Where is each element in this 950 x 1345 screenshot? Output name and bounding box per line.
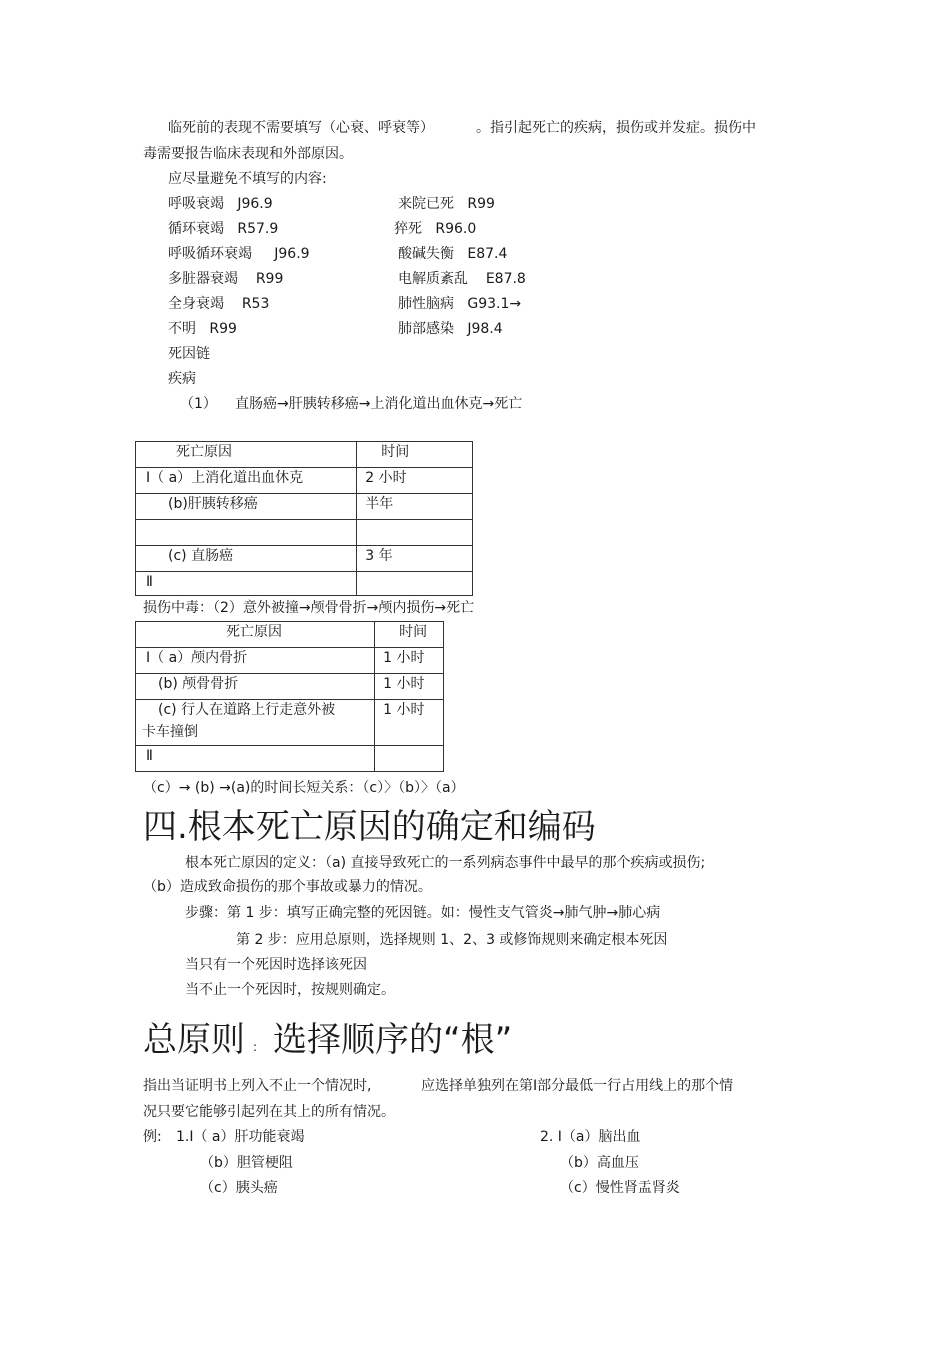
table-cell-line: (c) 行人在道路上行走意外被 bbox=[158, 702, 336, 718]
definition-line-1: 根本死亡原因的定义：（a) 直接导致死亡的一系列病态事件中最早的那个疾病或损伤; bbox=[185, 855, 706, 871]
general-line-1a: 指出当证明书上列入不止一个情况时, bbox=[143, 1078, 372, 1094]
death-cause-table-1 bbox=[135, 441, 473, 596]
avoid-item: 多脏器衰竭 R99 bbox=[168, 271, 284, 287]
rule-multiple-causes: 当不止一个死因时，按规则确定。 bbox=[185, 982, 395, 998]
chain-heading: 死因链 bbox=[168, 346, 210, 362]
example-1-item: （c）胰头癌 bbox=[200, 1180, 278, 1196]
avoid-item: 酸碱失衡 E87.4 bbox=[398, 246, 508, 262]
table-cell bbox=[375, 746, 444, 772]
table-row bbox=[136, 746, 444, 772]
death-cause-table-2 bbox=[135, 621, 444, 772]
avoid-item: 猝死 R96.0 bbox=[394, 221, 477, 237]
avoid-item: 呼吸衰竭 J96.9 bbox=[168, 196, 273, 212]
step-2: 第 2 步：应用总原则，选择规则 1、2、3 或修饰规则来确定根本死因 bbox=[236, 932, 668, 948]
table-cell: Ⅰ（ a）颅内骨折 bbox=[136, 648, 375, 674]
table-cell bbox=[136, 700, 375, 746]
table-cell-line: 卡车撞倒 bbox=[142, 724, 198, 740]
intro-line-1a: 临死前的表现不需要填写（心衰、呼衰等） bbox=[168, 120, 434, 136]
table-header-cell: 时间 bbox=[375, 622, 444, 648]
chain-sub-heading: 疾病 bbox=[168, 371, 196, 387]
avoid-heading: 应尽量避免不填写的内容: bbox=[168, 171, 327, 187]
table-cell bbox=[357, 572, 473, 596]
avoid-item: 肺部感染 J98.4 bbox=[398, 321, 503, 337]
table-row bbox=[136, 700, 444, 746]
table-row bbox=[136, 520, 473, 546]
table-cell: Ⅰ（ a）上消化道出血休克 bbox=[136, 468, 357, 494]
intro-line-2: 毒需要报告临床表现和外部原因。 bbox=[143, 146, 353, 162]
table-cell: Ⅱ bbox=[136, 572, 357, 596]
example-1-item: 1.Ⅰ（ a）肝功能衰竭 bbox=[176, 1129, 305, 1145]
table-row bbox=[136, 468, 473, 494]
table-cell: 1 小时 bbox=[375, 674, 444, 700]
table-cell: 半年 bbox=[357, 494, 473, 520]
table-header-cell: 死亡原因 bbox=[136, 622, 375, 648]
avoid-item: 肺性脑病 G93.1→ bbox=[398, 296, 522, 312]
definition-line-2: （b）造成致命损伤的那个事故或暴力的情况。 bbox=[143, 879, 432, 895]
table-cell: (b) 颅骨骨折 bbox=[136, 674, 375, 700]
time-relation: （c）→ (b) →(a)的时间长短关系：（c）〉（b）〉（a） bbox=[143, 780, 465, 796]
general-title-a: 总原则 bbox=[143, 1020, 245, 1060]
avoid-item: 全身衰竭 R53 bbox=[168, 296, 270, 312]
general-line-1b: 应选择单独列在第Ⅰ部分最低一行占用线上的那个情 bbox=[421, 1078, 734, 1094]
table-row bbox=[136, 674, 444, 700]
avoid-item: 电解质紊乱 E87.8 bbox=[398, 271, 526, 287]
intro-line-1b: 。指引起死亡的疾病，损伤或并发症。损伤中 bbox=[476, 120, 756, 136]
avoid-item: 呼吸循环衰竭 J96.9 bbox=[168, 246, 310, 262]
avoid-item: 来院已死 R99 bbox=[398, 196, 495, 212]
avoid-item: 不明 R99 bbox=[168, 321, 237, 337]
example-chain: 直肠癌→肝胰转移癌→上消化道出血休克→死亡 bbox=[235, 396, 523, 412]
example-2-item: （c）慢性肾盂肾炎 bbox=[560, 1180, 680, 1196]
table-cell: (c) 直肠癌 bbox=[136, 546, 357, 572]
table-header-row bbox=[136, 622, 444, 648]
avoid-item: 循环衰竭 R57.9 bbox=[168, 221, 279, 237]
general-line-2: 况只要它能够引起列在其上的所有情况。 bbox=[143, 1104, 395, 1120]
general-title bbox=[143, 1020, 512, 1067]
table-cell bbox=[136, 520, 357, 546]
general-title-b: 选择顺序的“根” bbox=[273, 1020, 513, 1060]
table-header-cell: 时间 bbox=[357, 442, 473, 468]
table-cell: Ⅱ bbox=[136, 746, 375, 772]
table-row bbox=[136, 494, 473, 520]
table-cell: 1 小时 bbox=[375, 700, 444, 746]
table-cell: 2 小时 bbox=[357, 468, 473, 494]
step-1: 步骤：第 1 步：填写正确完整的死因链。如：慢性支气管炎→肺气肿→肺心病 bbox=[185, 905, 661, 921]
injury-line: 损伤中毒：（2）意外被撞→颅骨骨折→颅内损伤→死亡 bbox=[143, 600, 475, 616]
table-cell: 3 年 bbox=[357, 546, 473, 572]
general-title-colon: : bbox=[253, 1040, 258, 1054]
example-number: （1） bbox=[180, 396, 217, 412]
table-cell bbox=[357, 520, 473, 546]
section-title: 四.根本死亡原因的确定和编码 bbox=[143, 807, 596, 847]
examples-label: 例: bbox=[143, 1129, 162, 1145]
example-1-item: （b）胆管梗阻 bbox=[200, 1155, 293, 1171]
table-row bbox=[136, 572, 473, 596]
table-header-cell: 死亡原因 bbox=[136, 442, 357, 468]
table-cell: 1 小时 bbox=[375, 648, 444, 674]
table-row bbox=[136, 546, 473, 572]
rule-single-cause: 当只有一个死因时选择该死因 bbox=[185, 957, 367, 973]
table-header-row bbox=[136, 442, 473, 468]
table-row bbox=[136, 648, 444, 674]
example-2-item: 2. Ⅰ（a）脑出血 bbox=[540, 1129, 641, 1145]
table-cell: (b)肝胰转移癌 bbox=[136, 494, 357, 520]
example-2-item: （b）高血压 bbox=[560, 1155, 639, 1171]
